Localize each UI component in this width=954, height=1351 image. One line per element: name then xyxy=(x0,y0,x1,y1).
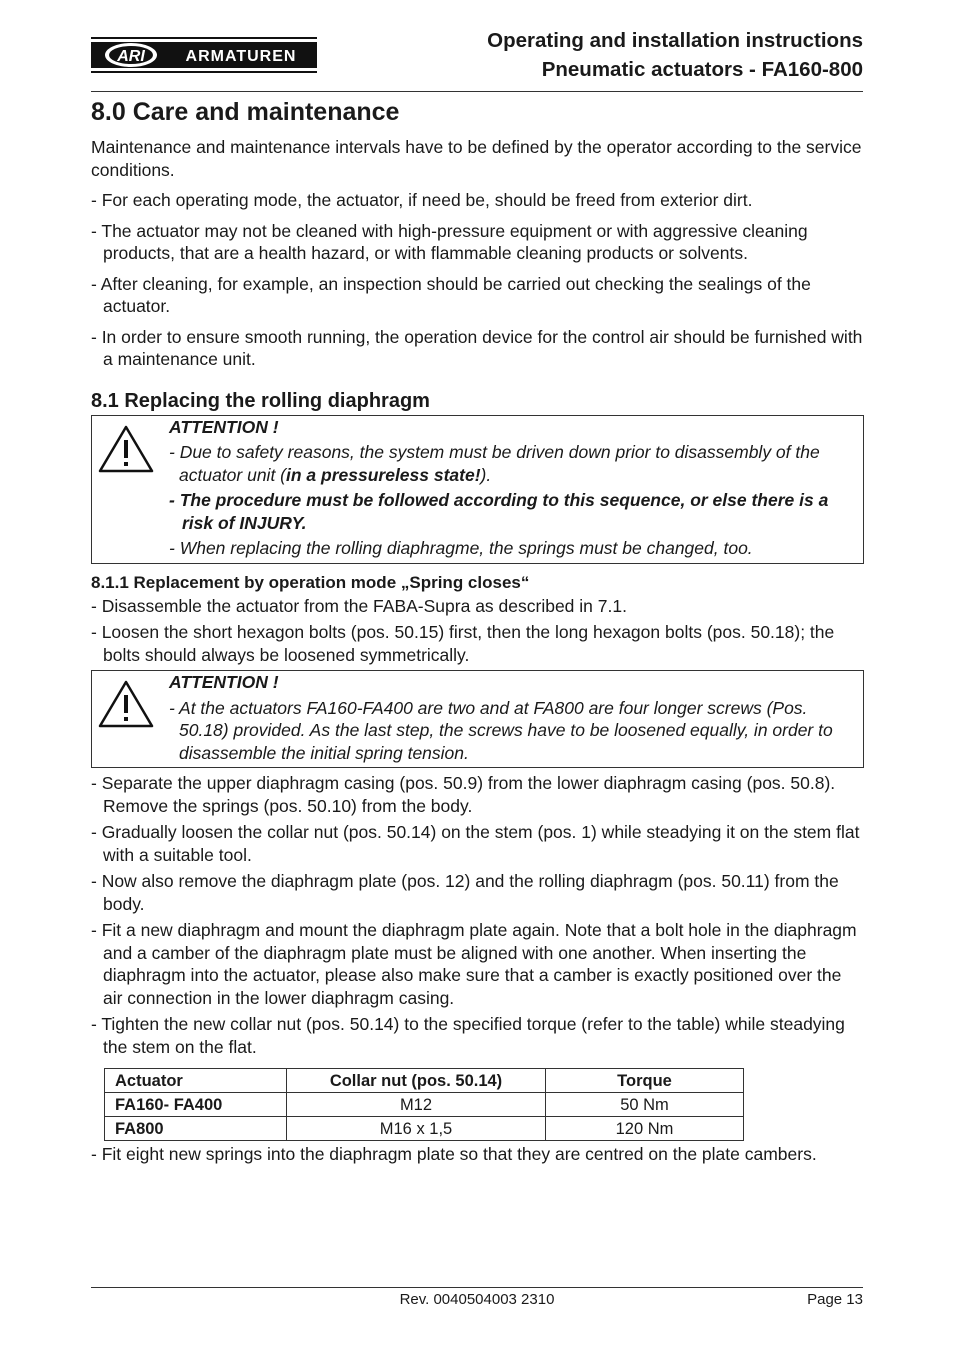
procedure-step: - Fit a new diaphragm and mount the diaphragm plate again. Note that a bolt hole in the diaphragm and a camber of the diaphragm plate must be aligned with one another. When inserting the diaphragm into the actuator, please also make sure that a camber is exactly positioned over the air connection in the lower diaphragm casing. xyxy=(91,920,857,1008)
attention-box-safety xyxy=(91,415,864,564)
table-header-cell: Actuator xyxy=(105,1069,287,1093)
torque-table xyxy=(104,1068,744,1141)
table-header-cell: Torque xyxy=(546,1069,744,1093)
care-bullet: - The actuator may not be cleaned with high-pressure equipment or with aggressive cleaning products, that are a health hazard, or with flammable cleaning products or solvents. xyxy=(91,220,808,263)
attention-line-text: ). xyxy=(480,464,492,485)
svg-text:ARI: ARI xyxy=(117,48,145,65)
revision-number: Rev. 0040504003 2310 xyxy=(399,1291,555,1308)
attention-heading: ATTENTION ! xyxy=(169,416,279,437)
table-row xyxy=(105,1093,744,1117)
table-cell: FA160- FA400 xyxy=(105,1093,287,1117)
procedure-step: - Tighten the new collar nut (pos. 50.14) to the specified torque (refer to the table) while steadying the stem on the flat. xyxy=(91,1014,845,1057)
attention-line: - When replacing the rolling diaphragme, the springs must be changed, too. xyxy=(169,538,753,558)
svg-text:ARMATUREN: ARMATUREN xyxy=(185,48,297,65)
warning-triangle-icon xyxy=(97,424,155,474)
header-divider xyxy=(91,91,863,92)
attention-box-screws xyxy=(91,670,864,768)
page-content xyxy=(91,96,864,1170)
document-title-line1: Operating and installation instructions xyxy=(487,29,863,52)
section-intro: Maintenance and maintenance intervals have to be defined by the operator according to the service conditions. xyxy=(91,137,862,180)
procedure-step: - Loosen the short hexagon bolts (pos. 50.15) first, then the long hexagon bolts (pos. 50.18); the bolts should always be loosened symmetrically. xyxy=(91,622,835,665)
page-number: Page 13 xyxy=(807,1291,863,1308)
table-cell: M12 xyxy=(287,1093,546,1117)
table-row xyxy=(105,1117,744,1141)
table-header-row xyxy=(105,1069,744,1093)
attention-line: - The procedure must be followed according to this sequence, or else there is a risk of INJURY. xyxy=(169,490,829,533)
subsubsection-heading: 8.1.1 Replacement by operation mode „Spring closes“ xyxy=(91,572,530,592)
procedure-step: - Gradually loosen the collar nut (pos. 50.14) on the stem (pos. 1) while steadying it on the stem flat with a suitable tool. xyxy=(91,822,860,865)
warning-triangle-icon xyxy=(97,679,155,729)
table-header-cell: Collar nut (pos. 50.14) xyxy=(287,1069,546,1093)
attention-line-text: - Due to safety reasons, the system must be driven down prior to disassembly of the actuator unit ( xyxy=(169,442,820,485)
ari-armaturen-logo xyxy=(91,36,317,74)
procedure-step: - Separate the upper diaphragm casing (pos. 50.9) from the lower diaphragm casing (pos. 50.8). Remove the springs (pos. 50.10) from the body. xyxy=(91,773,836,816)
table-cell: FA800 xyxy=(105,1117,287,1141)
table-cell: 50 Nm xyxy=(546,1093,744,1117)
document-title-line2: Pneumatic actuators - FA160-800 xyxy=(541,58,863,81)
document-title xyxy=(487,26,863,84)
attention-line xyxy=(169,441,851,486)
table-cell: M16 x 1,5 xyxy=(287,1117,546,1141)
care-bullet: - In order to ensure smooth running, the operation device for the control air should be furnished with a maintenance unit. xyxy=(91,326,863,369)
care-bullet: - For each operating mode, the actuator, if need be, should be freed from exterior dirt. xyxy=(91,190,753,210)
section-heading: 8.0 Care and maintenance xyxy=(91,98,400,126)
attention-heading: ATTENTION ! xyxy=(169,672,279,692)
subsection-heading: 8.1 Replacing the rolling diaphragm xyxy=(91,389,430,412)
footer-divider xyxy=(91,1287,863,1288)
attention-emphasis: in a pressureless state! xyxy=(286,464,481,485)
procedure-step: - Now also remove the diaphragm plate (pos. 12) and the rolling diaphragm (pos. 50.11) from the body. xyxy=(91,871,839,914)
care-bullet: - After cleaning, for example, an inspection should be carried out checking the sealings of the actuator. xyxy=(91,273,811,316)
attention-line: - At the actuators FA160-FA400 are two and at FA800 are four longer screws (Pos. 50.18) provided. As the last step, the screws have to be loosened equally, in order to disassemble the initial spring tension. xyxy=(169,697,833,763)
table-cell: 120 Nm xyxy=(546,1117,744,1141)
procedure-step: - Disassemble the actuator from the FABA-Supra as described in 7.1. xyxy=(91,595,627,616)
procedure-step: - Fit eight new springs into the diaphragm plate so that they are centred on the plate cambers. xyxy=(91,1144,817,1164)
